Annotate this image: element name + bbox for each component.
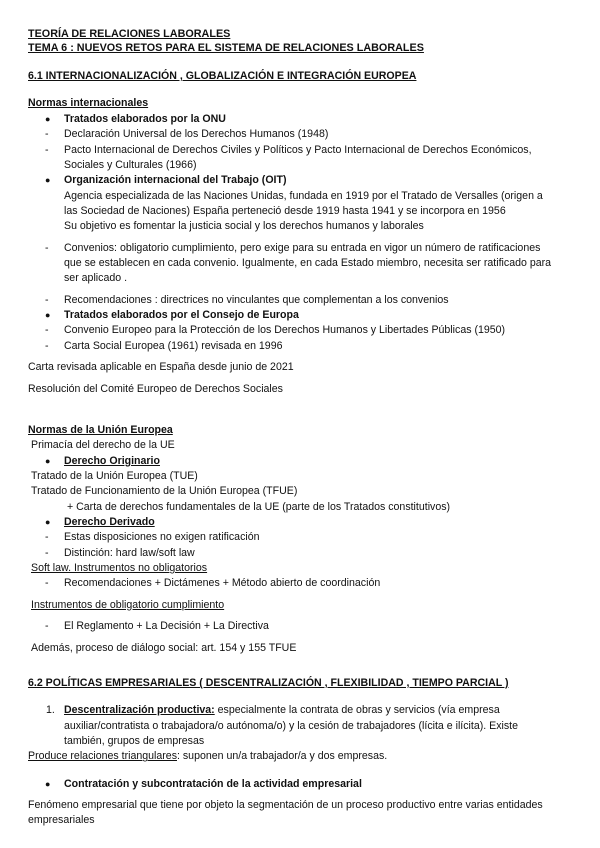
dash-icon: -	[45, 241, 49, 254]
dash-icon: -	[45, 324, 49, 337]
soft-law-heading: Soft law. Instrumentos no obligatorios	[31, 562, 208, 575]
derivado-bullet: ● Derecho Derivado	[45, 516, 155, 529]
section-1-title: 6.1 INTERNACIONALIZACIÓN , GLOBALIZACIÓN E INTEGRACIÓN EUROPEA	[28, 70, 417, 83]
document-page	[28, 27, 578, 829]
numbered-item-continuation: auxiliar/contratista o trabajadora/o autónoma/o) y la cesión de trabajadores (lícita e ilícita). Existe	[64, 719, 518, 732]
document-title: TEORÍA DE RELACIONES LABORALES	[28, 28, 231, 40]
bullet-icon: ●	[45, 310, 51, 321]
list-item: - Carta Social Europea (1961) revisada en 1996	[28, 339, 578, 354]
list-item-continuation: Sociales y Culturales (1966)	[64, 158, 197, 171]
list-item: - Convenio Europeo para la Protección de los Derechos Humanos y Libertades Públicas (1950)	[28, 323, 578, 338]
dash-icon: -	[45, 577, 49, 590]
list-item: - Distinción: hard law/soft law	[28, 546, 578, 561]
oit-bullet: ● Organización internacional del Trabajo (OIT)	[45, 174, 287, 187]
list-item: - Estas disposiciones no exigen ratificación	[28, 530, 578, 545]
originario-bullet: ● Derecho Originario	[45, 454, 160, 467]
bullet-icon: ●	[45, 455, 51, 466]
oit-description: Agencia especializada de las Naciones Unidas, fundada en 1919 por el Tratado de Versalles (origen a	[64, 189, 543, 202]
normas-ue-heading: Normas de la Unión Europea	[28, 423, 173, 436]
numbered-item-1: 1. Descentralización productiva: especialmente la contrata de obras y servicios (vía empresa	[46, 704, 500, 717]
contratacion-bullet: ● Contratación y subcontratación de la actividad empresarial	[45, 777, 362, 790]
dash-icon: -	[45, 128, 49, 141]
dash-icon: -	[45, 620, 49, 633]
oit-objective: Su objetivo es fomentar la justicia social y los derechos humanos y laborales	[64, 220, 424, 233]
tratado-line: Tratado de Funcionamiento de la Unión Europea (TFUE)	[31, 485, 298, 498]
resolucion: Resolución del Comité Europeo de Derechos Sociales	[28, 382, 283, 395]
fenomeno-text: empresariales	[28, 814, 95, 827]
normas-internacionales-heading: Normas internacionales	[28, 97, 149, 110]
triangulares-text: Produce relaciones triangulares: suponen un/a trabajador/a y dos empresas.	[28, 750, 388, 763]
dialogo-social-text: Además, proceso de diálogo social: art. 154 y 155 TFUE	[31, 641, 297, 654]
list-item-continuation: que se establecen en cada convenio. Igualmente, en cada Estado miembro, necesita ser ratificado para	[64, 257, 552, 270]
bullet-icon: ●	[45, 778, 51, 789]
fenomeno-text: Fenómeno empresarial que tiene por objeto la segmentación de un proceso productivo entre varias entidades	[28, 799, 543, 812]
list-item: - Recomendaciones : directrices no vinculantes que complementan a los convenios	[28, 293, 578, 308]
document-subtitle: TEMA 6 : NUEVOS RETOS PARA EL SISTEMA DE RELACIONES LABORALES	[28, 42, 424, 55]
bullet-icon: ●	[45, 113, 51, 124]
numbered-item-continuation: también, grupos de empresas	[64, 735, 205, 747]
carta-derechos-line: + Carta de derechos fundamentales de la UE (parte de los Tratados constitutivos)	[67, 500, 451, 513]
onu-bullet: ● Tratados elaborados por la ONU	[45, 112, 226, 125]
list-item-continuation: ser aplicado .	[64, 272, 128, 285]
dash-icon: -	[45, 546, 49, 559]
list-item: - Declaración Universal de los Derechos Humanos (1948)	[28, 127, 578, 142]
list-item: - Convenios: obligatorio cumplimiento, pero exige para su entrada en vigor un número de ratificaciones	[28, 241, 578, 256]
list-item: - El Reglamento + La Decisión + La Directiva	[28, 619, 578, 634]
bullet-icon: ●	[45, 517, 51, 528]
consejo-bullet: ● Tratados elaborados por el Consejo de Europa	[45, 309, 299, 322]
list-item: - Recomendaciones + Dictámenes + Método abierto de coordinación	[28, 576, 578, 591]
oit-description: las Sociedad de Naciones) España perteneció desde 1919 hasta 1941 y se incorpora en 1956	[64, 204, 506, 217]
section-2-title: 6.2 POLÍTICAS EMPRESARIALES ( DESCENTRALIZACIÓN , FLEXIBILIDAD , TIEMPO PARCIAL )	[28, 676, 509, 689]
list-item: - Pacto Internacional de Derechos Civiles y Políticos y Pacto Internacional de Derechos Económicos,	[28, 143, 578, 158]
dash-icon: -	[45, 339, 49, 352]
bullet-icon: ●	[45, 175, 51, 186]
carta-revisada: Carta revisada aplicable en España desde junio de 2021	[28, 361, 294, 374]
primacia-text: Primacía del derecho de la UE	[31, 439, 175, 452]
dash-icon: -	[45, 531, 49, 544]
dash-icon: -	[45, 293, 49, 306]
dash-icon: -	[45, 143, 49, 156]
tratado-line: Tratado de la Unión Europea (TUE)	[31, 469, 198, 482]
obligatorio-heading: Instrumentos de obligatorio cumplimiento	[31, 598, 225, 611]
